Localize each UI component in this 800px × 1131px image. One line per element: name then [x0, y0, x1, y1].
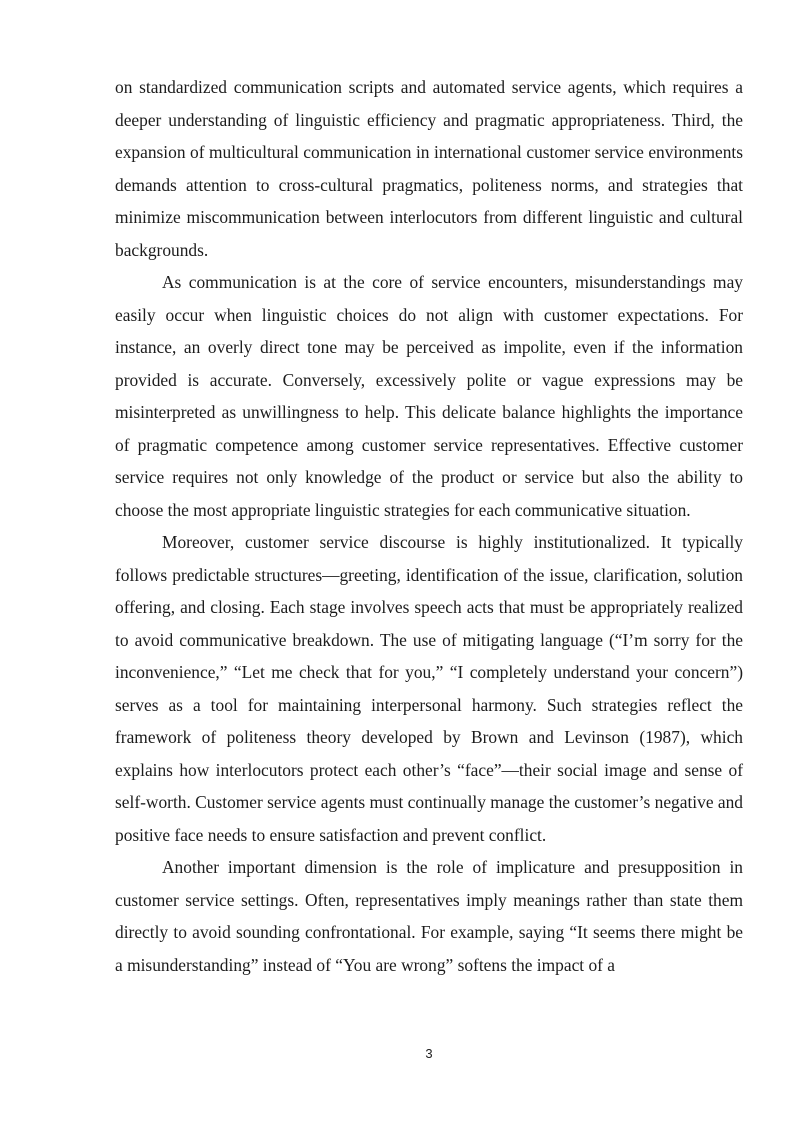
body-paragraph-2: As communication is at the core of service encounters, misunderstandings may easily occur when linguistic choices do not align with customer expectations. For instance, an overly direct tone may be perceived as impolite, even if the information provided is accurate. Conversely, excessively polite or vague expressions may be misinterpreted as unwillingness to help. This delicate balance highlights the importance of pragmatic competence among customer service representatives. Effective customer service requires not only knowledge of the product or service but also the ability to choose the most appropriate linguistic strategies for each communicative situation. [115, 272, 743, 520]
body-paragraph-3: Moreover, customer service discourse is highly institutionalized. It typically follows predictable structures—greeting, identification of the issue, clarification, solution offering, and closing. Each stage involves speech acts that must be appropriately realized to avoid communicative breakdown. The use of mitigating language (“I’m sorry for the inconvenience,” “Let me check that for you,” “I completely understand your concern”) serves as a tool for maintaining interpersonal harmony. Such strategies reflect the framework of politeness theory developed by Brown and Levinson (1987), which explains how interlocutors protect each other’s “face”—their social image and sense of self-worth. Customer service agents must continually manage the customer’s negative and positive face needs to ensure satisfaction and prevent conflict. [115, 532, 743, 845]
document-page [115, 71, 743, 981]
page-number: 3 [425, 1046, 433, 1061]
body-paragraph-4: Another important dimension is the role of implicature and presupposition in customer service settings. Often, representatives imply meanings rather than state them directly to avoid sounding confrontational. For example, saying “It seems there might be a misunderstanding” instead of “You are wrong” softens the impact of a [115, 857, 743, 975]
body-paragraph-1: on standardized communication scripts and automated service agents, which requires a deeper understanding of linguistic efficiency and pragmatic appropriateness. Third, the expansion of multicultural communication in international customer service environments demands attention to cross-cultural pragmatics, politeness norms, and strategies that minimize miscommunication between interlocutors from different linguistic and cultural backgrounds. [115, 77, 743, 260]
